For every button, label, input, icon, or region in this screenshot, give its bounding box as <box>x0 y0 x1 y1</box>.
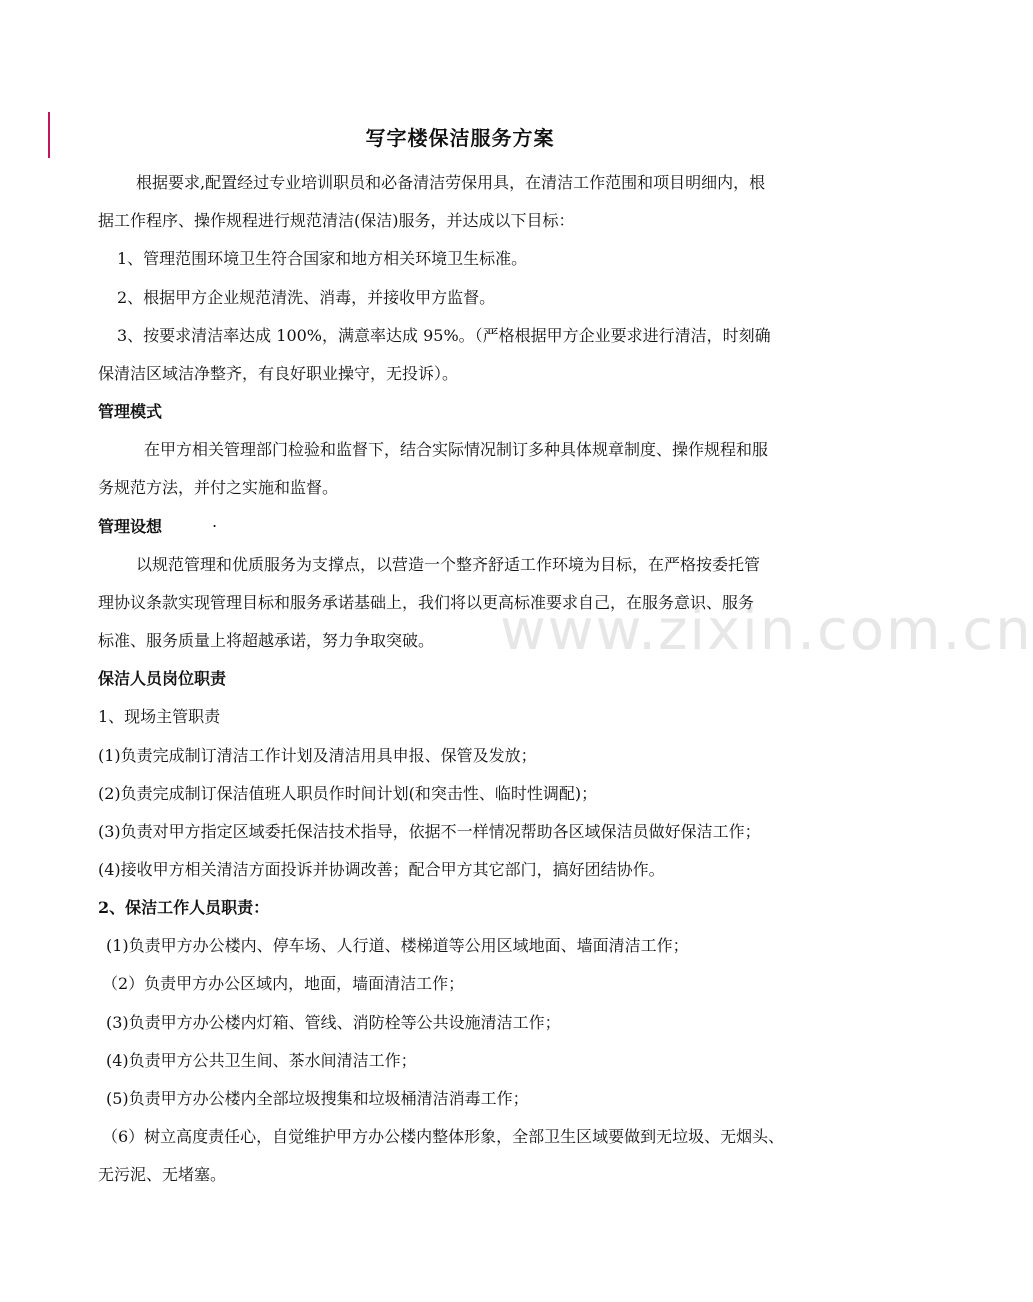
supervisor-item-4: (4)接收甲方相关清洁方面投诉并协调改善；配合甲方其它部门，搞好团结协作。 <box>98 860 665 879</box>
staff-item-1: (1)负责甲方办公楼内、停车场、人行道、楼梯道等公用区域地面、墙面清洁工作； <box>106 936 689 955</box>
goal-3-line-2: 保清洁区域洁净整齐，有良好职业操守，无投诉）。 <box>98 364 459 383</box>
supervisor-item-2: (2)负责完成制订保洁值班人职员作时间计划(和突击性、临时性调配)； <box>98 784 598 803</box>
staff-item-3: (3)负责甲方办公楼内灯箱、管线、消防栓等公共设施清洁工作； <box>106 1013 561 1032</box>
intro-line-1: 根据要求,配置经过专业培训职员和必备清洁劳保用具，在清洁工作范围和项目明细内，根 <box>136 173 766 192</box>
supervisor-title: 1、现场主管职责 <box>98 707 221 726</box>
section-heading-duties: 保洁人员岗位职责 <box>98 669 227 688</box>
staff-item-5: (5)负责甲方办公楼内全部垃圾搜集和垃圾桶清洁消毒工作； <box>106 1089 529 1108</box>
supervisor-item-1: (1)负责完成制订清洁工作计划及清洁用具申报、保管及发放； <box>98 746 537 765</box>
document-title: 写字楼保洁服务方案 <box>365 126 555 150</box>
goal-2: 2、根据甲方企业规范清洗、消毒，并接收甲方监督。 <box>117 288 496 307</box>
staff-item-2: （2）负责甲方办公区域内，地面，墙面清洁工作； <box>102 974 465 993</box>
staff-item-6-line-2: 无污泥、无堵塞。 <box>98 1165 227 1184</box>
intro-line-2: 据工作程序、操作规程进行规范清洁(保洁)服务，并达成以下目标： <box>98 211 575 230</box>
concept-line-3: 标准、服务质量上将超越承诺，努力争取突破。 <box>98 631 435 650</box>
section-heading-mode: 管理模式 <box>98 402 163 421</box>
mode-line-1: 在甲方相关管理部门检验和监督下，结合实际情况制订多种具体规章制度、操作规程和服 <box>144 440 769 459</box>
section-heading-concept: 管理设想 <box>98 517 163 536</box>
goal-3-line-1: 3、按要求清洁率达成 100%，满意率达成 95%。（严格根据甲方企业要求进行清洁，时刻确 <box>117 326 771 345</box>
supervisor-item-3: (3)负责对甲方指定区域委托保洁技术指导，依据不一样情况帮助各区域保洁员做好保洁工作； <box>98 822 761 841</box>
concept-dot: . <box>212 512 218 531</box>
staff-item-4: (4)负责甲方公共卫生间、茶水间清洁工作； <box>106 1051 417 1070</box>
goal-1: 1、管理范围环境卫生符合国家和地方相关环境卫生标准。 <box>117 249 528 268</box>
staff-title: 2、保洁工作人员职责： <box>98 898 270 917</box>
watermark: www.zixin.com.cn <box>500 598 1033 663</box>
concept-line-1: 以规范管理和优质服务为支撑点，以营造一个整齐舒适工作环境为目标，在严格按委托管 <box>136 555 761 574</box>
staff-item-6-line-1: （6）树立高度责任心，自觉维护甲方办公楼内整体形象，全部卫生区域要做到无垃圾、无烟头、 <box>102 1127 785 1146</box>
concept-line-2: 理协议条款实现管理目标和服务承诺基础上，我们将以更高标准要求自己，在服务意识、服务 <box>98 593 755 612</box>
mode-line-2: 务规范方法，并付之实施和监督。 <box>98 478 339 497</box>
